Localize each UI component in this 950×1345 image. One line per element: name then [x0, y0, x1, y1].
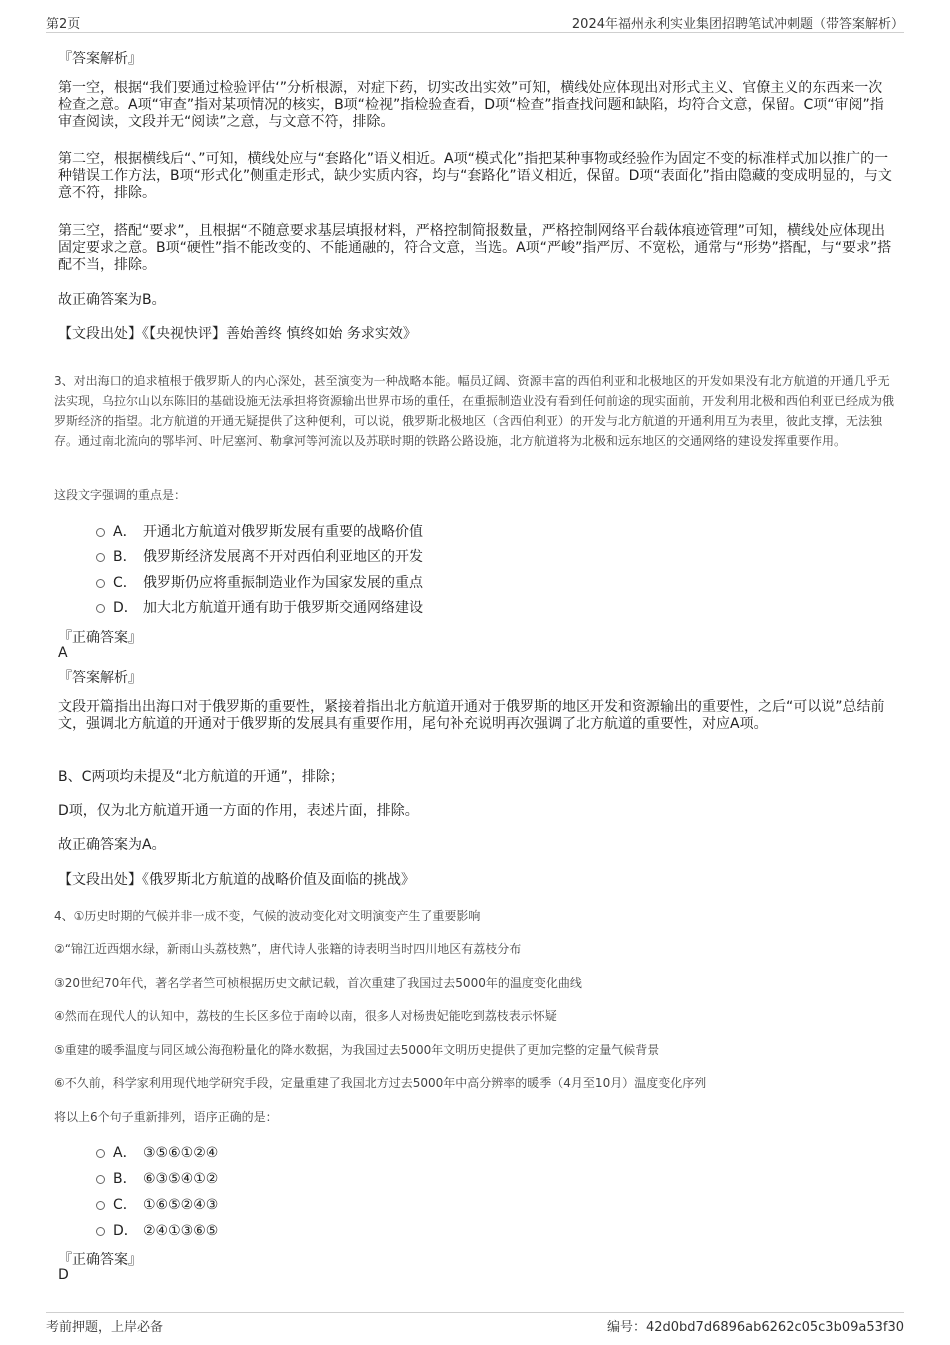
q3-analysis-p3: D项，仅为北方航道开通一方面的作用，表述片面，排除。	[58, 803, 419, 819]
q4-option-b[interactable]: B． ⑥③⑤④①②	[96, 1168, 218, 1188]
q3-stem: 这段文字强调的重点是：	[54, 488, 187, 502]
q4-option-a[interactable]: A． ③⑤⑥①②④	[96, 1142, 218, 1162]
radio-icon[interactable]	[96, 1227, 105, 1236]
q4-sentence-5: ⑤重建的暖季温度与同区域公海孢粉量化的降水数据，为我国过去5000年文明历史提供了更加完整的定量气候背景	[54, 1043, 660, 1057]
q4-sentence-2: ②“锦江近西烟水绿，新雨山头荔枝熟”，唐代诗人张籍的诗表明当时四川地区有荔枝分布	[54, 942, 522, 956]
q3-analysis-label: 『答案解析』	[58, 670, 142, 686]
q4-sentence-1: 4、①历史时期的气候并非一成不变，气候的波动变化对文明演变产生了重要影响	[54, 909, 481, 923]
q4-answer-label: 『正确答案』	[58, 1252, 142, 1268]
q4-option-c[interactable]: C． ①⑥⑤②④③	[96, 1194, 218, 1214]
radio-icon[interactable]	[96, 579, 105, 588]
footer-slogan: 考前押题，上岸必备	[46, 1320, 164, 1335]
q2-analysis-p3: 第三空，搭配“要求”，且根据“不随意要求基层填报材料，严格控制简报数量，严格控制网络平台载体痕迹管理”可知，横线处应体现出固定要求之意。B项“硬性”指不能改变的、不能通融的，符合文意，当选。A项“严峻”指严厉、不宽松，通常与“形势”搭配，与“要求”搭配不当，排除。	[58, 223, 892, 273]
q4-option-d[interactable]: D． ②④①③⑥⑤	[96, 1220, 218, 1240]
q4-sentence-4: ④然而在现代人的认知中，荔枝的生长区多位于南岭以南，很多人对杨贵妃能吃到荔枝表示怀疑	[54, 1009, 557, 1023]
q4-stem: 将以上6个句子重新排列，语序正确的是：	[54, 1110, 278, 1124]
document-code: 编号：42d0bd7d6896ab6262c05c3b09a53f30	[606, 1320, 904, 1335]
page-header	[46, 10, 904, 33]
page-number: 第2页	[46, 17, 81, 32]
q3-answer: A	[58, 645, 68, 661]
radio-icon[interactable]	[96, 1175, 105, 1184]
q3-analysis-p1: 文段开篇指出出海口对于俄罗斯的重要性，紧接着指出北方航道开通对于俄罗斯的地区开发和资源输出的重要性，之后“可以说”总结前文，强调北方航道的开通对于俄罗斯的发展具有重要作用，尾句补充说明再次强调了北方航道的重要性，对应A项。	[58, 699, 885, 732]
q2-source: 【文段出处】《【央视快评】善始善终 慎终如始 务求实效》	[58, 326, 417, 342]
q3-option-d[interactable]: D． 加大北方航道开通有助于俄罗斯交通网络建设	[96, 597, 423, 617]
q3-option-c[interactable]: C． 俄罗斯仍应将重振制造业作为国家发展的重点	[96, 572, 423, 592]
radio-icon[interactable]	[96, 1201, 105, 1210]
radio-icon[interactable]	[96, 604, 105, 613]
q3-option-b[interactable]: B． 俄罗斯经济发展离不开对西伯利亚地区的开发	[96, 546, 423, 566]
page-footer	[46, 1312, 904, 1337]
q2-analysis-p2: 第二空，根据横线后“、”可知，横线处应与“套路化”语义相近。A项“模式化”指把某种事物或经验作为固定不变的标准样式加以推广的一种错误工作方法，B项“形式化”侧重走形式，缺少实质内容，均与“套路化”语义相近，保留。D项“表面化”指由隐藏的变成明显的，与文意不符，排除。	[58, 151, 892, 201]
q3-analysis-p2: B、C两项均未提及“北方航道的开通”，排除；	[58, 769, 344, 785]
q2-conclusion: 故正确答案为B。	[58, 292, 166, 308]
q4-sentence-6: ⑥不久前，科学家利用现代地学研究手段，定量重建了我国北方过去5000年中高分辨率的暖季（4月至10月）温度变化序列	[54, 1076, 707, 1090]
q3-conclusion: 故正确答案为A。	[58, 837, 166, 853]
radio-icon[interactable]	[96, 1149, 105, 1158]
q3-answer-label: 『正确答案』	[58, 630, 142, 646]
q4-answer: D	[58, 1267, 69, 1283]
q3-passage: 3、对出海口的追求植根于俄罗斯人的内心深处，甚至演变为一种战略本能。幅员辽阔、资源丰富的西伯利亚和北极地区的开发如果没有北方航道的开通几乎无法实现，乌拉尔山以东陈旧的基础设施无法承担将资源输出世界市场的重任，在重振制造业没有看到任何前途的现实面前，开发利用北极和西伯利亚已经成为俄罗斯经济的指望。北方航道的开通无疑提供了这种便利，可以说，俄罗斯北极地区（含西伯利亚）的开发与北方航道的开通利用互为表里，彼此支撑，无法独存。通过南北流向的鄂毕河、叶尼塞河、勒拿河等河流以及苏联时期的铁路公路设施，北方航道将为北极和远东地区的交通网络的建设发挥重要作用。	[54, 374, 895, 448]
q3-option-a[interactable]: A． 开通北方航道对俄罗斯发展有重要的战略价值	[96, 521, 423, 541]
q2-analysis-label: 『答案解析』	[58, 51, 142, 67]
radio-icon[interactable]	[96, 553, 105, 562]
q2-analysis-p1: 第一空，根据“我们要通过检验评估‘”分析根源，对症下药，切实改出实效”可知，横线处应体现出对形式主义、官僚主义的东西来一次检查之意。A项“审查”指对某项情况的核实，B项“检视”指检验查看，D项“检查”指查找问题和缺陷，均符合文意，保留。C项“审阅”指审查阅读，文段并无“阅读”之意，与文意不符，排除。	[58, 80, 884, 130]
q3-source: 【文段出处】《俄罗斯北方航道的战略价值及面临的挑战》	[58, 872, 415, 888]
document-title: 2024年福州永利实业集团招聘笔试冲刺题（带答案解析）	[571, 17, 904, 32]
radio-icon[interactable]	[96, 528, 105, 537]
q4-sentence-3: ③20世纪70年代，著名学者竺可桢根据历史文献记载，首次重建了我国过去5000年的温度变化曲线	[54, 976, 582, 990]
